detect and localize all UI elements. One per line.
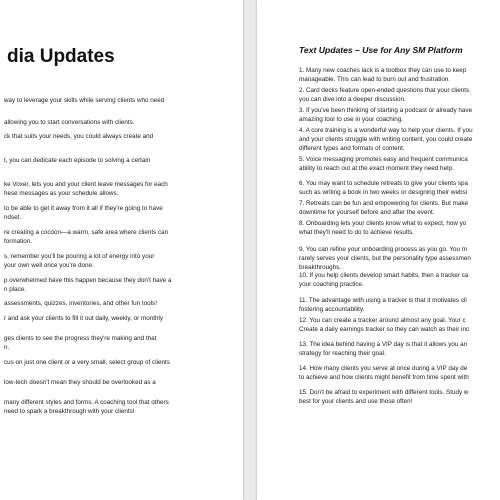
text-line: to be able to get it away from it all if they're going to have [4, 205, 163, 212]
list-item [299, 364, 469, 382]
right-page [257, 0, 500, 500]
text-line: 7. Retreats can be fun and empowering for clients. But make [299, 200, 469, 207]
text-line: formation. [4, 238, 32, 245]
paragraph-fragment [4, 180, 168, 198]
text-line: 11. The advantage with using a tracker is that it motivates cli [299, 297, 467, 304]
paragraph-fragment [4, 378, 156, 387]
text-line: hese messages as your schedule allows. [4, 190, 119, 197]
text-line: t, you can dedicate each episode to solving a certain [4, 157, 151, 164]
list-item [299, 388, 468, 406]
list-item [299, 155, 468, 173]
text-line: and your clients struggle with writing content, you could create [299, 136, 473, 143]
text-line: n. [4, 344, 10, 351]
list-item [299, 106, 472, 124]
text-line: ke Voxer, lets you and your client leave messages for each [4, 181, 168, 188]
text-line: your own well once you're done. [4, 262, 94, 269]
text-line: ability to reach out at the exact moment they need help. [299, 165, 454, 172]
text-line: what they'll need to do to achieve results. [299, 229, 414, 236]
text-line: 6. You may want to schedule retreats to give your clients spa [299, 180, 469, 187]
section-heading: Text Updates – Use for Any SM Platform [299, 45, 463, 55]
text-line: 13. The idea behind having a VIP day is that it allows you an [299, 341, 468, 348]
text-line: amazing tool to use in your coaching. [299, 116, 403, 123]
text-line: rarely serves your clients, but the personality type assessmen [299, 255, 471, 262]
text-line: 9. You can refine your onboarding process as you go. You m [299, 246, 468, 253]
paragraph-fragment [4, 156, 150, 165]
text-line: s, remember you'll be pouring a lot of energy into your [4, 253, 155, 260]
text-line: ndset. [4, 214, 22, 221]
text-line: fostering accountability. [299, 306, 365, 313]
text-line: 3. If you've been thinking of starting a podcast or already have [299, 107, 473, 114]
text-line: assessments, quizzes, inventories, and other fun tools! [4, 300, 157, 307]
text-line: 12. You can create a tracker around almost any goal. Your c [299, 317, 466, 324]
list-item [299, 271, 468, 289]
text-line: many different styles and forms. A coaching tool that others [4, 399, 169, 406]
text-line: n place. [4, 286, 27, 293]
paragraph-fragment [4, 204, 163, 222]
list-item [299, 219, 466, 237]
list-item [299, 86, 469, 104]
text-line: 14. How many clients you serve at once during a VIP day de [299, 365, 468, 372]
text-line: ges clients to see the progress they're making and that [4, 335, 157, 342]
text-line: ck that suits your needs, you could always create and [4, 133, 154, 140]
list-item [299, 199, 468, 217]
paragraph-fragment [4, 334, 156, 352]
text-line: cus on just one client or a very small, select group of clients [4, 359, 170, 366]
text-line: your coaching practice. [299, 281, 364, 288]
list-item [299, 316, 469, 334]
text-line: r and ask your clients to fill it out daily, weekly, or monthly [4, 315, 164, 322]
paragraph-fragment [4, 132, 153, 141]
text-line: low-tech doesn't mean they should be overlooked as a [4, 379, 156, 386]
text-line: downtime for yourself before and after the event. [299, 209, 435, 216]
text-line: 2. Card decks feature open-ended questions that your clients [299, 87, 470, 94]
list-item [299, 340, 467, 358]
list-item [299, 126, 473, 153]
left-page [0, 0, 243, 500]
text-line: 8. Onboarding lets your clients know what to expect, how yo [299, 220, 467, 227]
page-title: dia Updates [7, 46, 115, 67]
paragraph-fragment [4, 96, 164, 105]
list-item [299, 296, 467, 314]
text-line: 1. Many new coaches lack is a toolbox they can use to keep [299, 67, 467, 74]
paragraph-fragment [4, 276, 172, 294]
text-line: such as writing a book in two weeks or designing their websi [299, 189, 468, 196]
text-line: to achieve and how clients might benefit from time spent with [299, 374, 469, 381]
text-line: breakthroughs. [299, 264, 342, 271]
text-line: 5. Voice messaging promotes easy and frequent communica [299, 156, 468, 163]
text-line: 4. A core training is a wonderful way to help your clients. If you [299, 127, 473, 134]
text-line: allowing you to start conversations with clients. [4, 119, 135, 126]
paragraph-fragment [4, 299, 157, 308]
text-line: re creating a cocoon—a warm, safe area where clients can [4, 229, 169, 236]
paragraph-fragment [4, 314, 163, 323]
text-line: you can dive into a deeper discussion. [299, 96, 406, 103]
text-line: best for your clients and use those often! [299, 398, 413, 405]
text-line: 10. If you help clients develop smart habits, then a tracker ca [299, 272, 469, 279]
text-line: manageable. This can lead to burn out and frustration. [299, 76, 451, 83]
text-line: Create a daily earnings tracker so they can watch as their inc [299, 326, 470, 333]
paragraph-fragment [4, 118, 135, 127]
text-line: different types and formats of content. [299, 145, 405, 152]
paragraph-fragment [4, 398, 169, 416]
paragraph-fragment [4, 252, 154, 270]
paragraph-fragment [4, 358, 170, 367]
list-item [299, 66, 466, 84]
list-item [299, 179, 468, 197]
paragraph-fragment [4, 228, 168, 246]
text-line: way to leverage your skills while serving clients who need [4, 97, 165, 104]
text-line: need to spark a breakthrough with your clients! [4, 408, 135, 415]
text-line: 15. Don't be afraid to experiment with different tools. Study w [299, 389, 469, 396]
text-line: strategy for reaching their goal. [299, 350, 386, 357]
list-item [299, 245, 471, 272]
text-line: p overwhelmed have this happen because they don't have a [4, 277, 172, 284]
